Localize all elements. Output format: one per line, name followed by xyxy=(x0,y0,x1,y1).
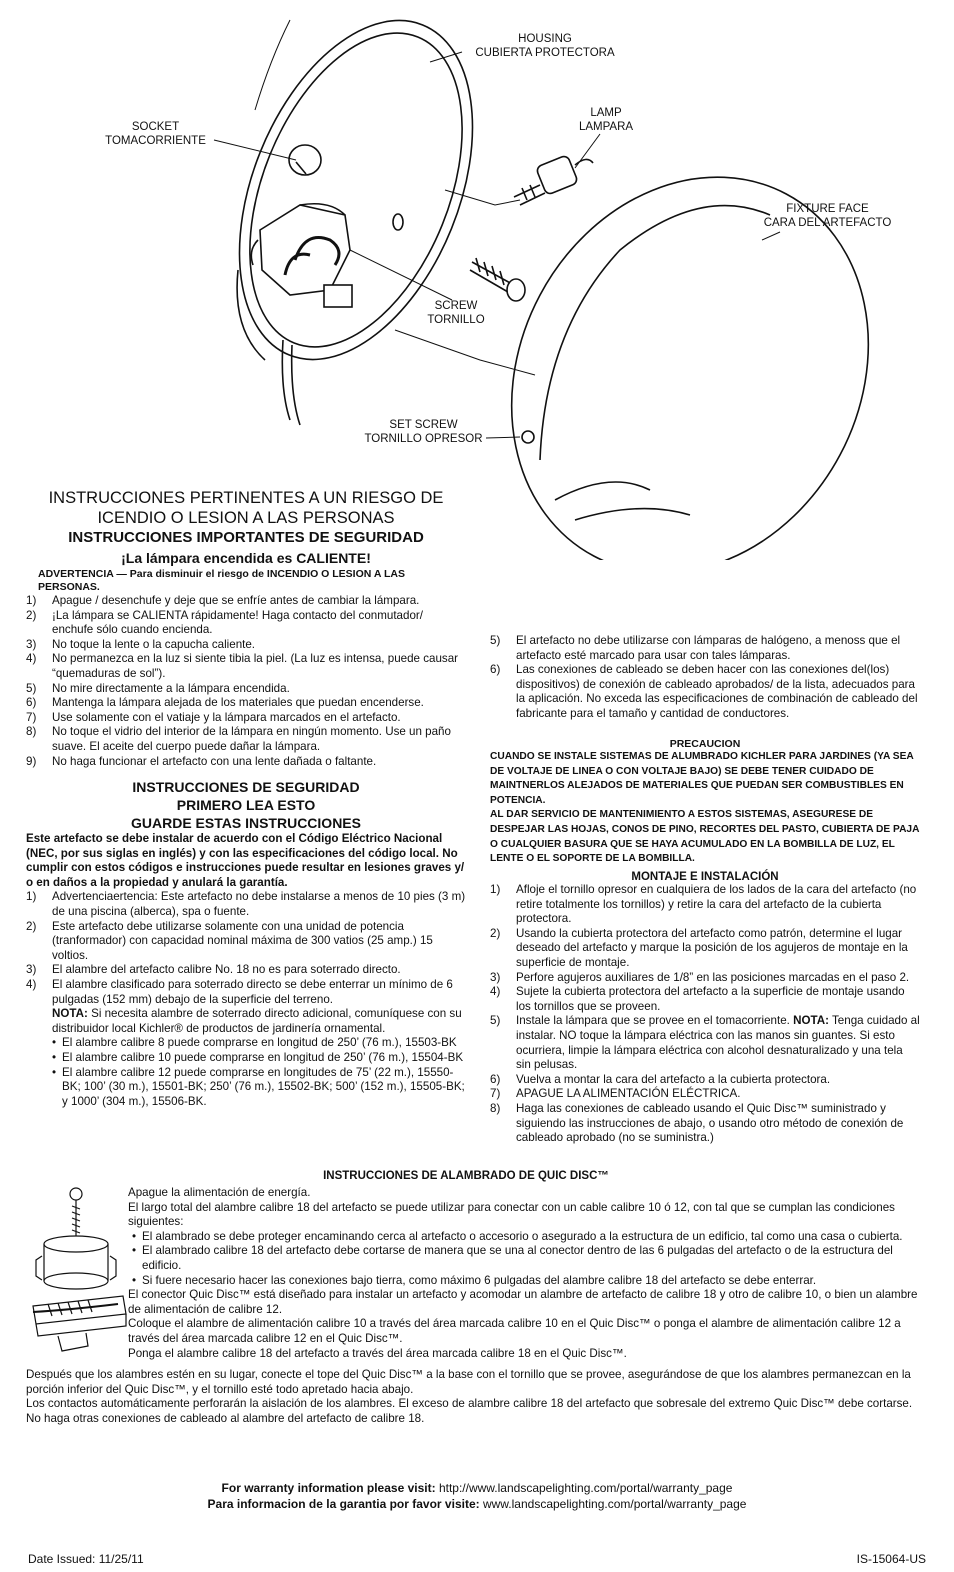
warranty-en xyxy=(0,1480,954,1496)
set-screw-label-es: TORNILLO OPRESOR xyxy=(364,433,483,445)
risk-item-number: 3) xyxy=(26,637,37,651)
mounting-title: MONTAJE E INSTALACIÓN xyxy=(631,871,779,883)
risk-item xyxy=(26,652,466,681)
mounting-section xyxy=(490,871,920,1146)
document-code: IS-15064-US xyxy=(856,1552,926,1566)
risk-item xyxy=(26,725,466,754)
risk-title-1: INSTRUCCIONES PERTINENTES A UN RIESGO DE xyxy=(48,489,444,507)
risk-item-text: No mire directamente a la lámpara encendida. xyxy=(52,681,290,695)
precaution-para-2: AL DAR SERVICIO DE MANTENIMIENTO A ESTOS SISTEMAS, ASEGURESE DE DESPEJAR LAS HOJAS, CONOS DE PINO, RECORTES DEL PASTO, CUBIERTA DE PAJA O CUALQUIER BASURA QUE SE HAYA ACUMULADO EN LA BOMBILLA DE LUZ, EL LENTE O EL SOPORTE DE LA BOMBILLA. xyxy=(490,809,920,865)
quic-para-8: No haga otras conexiones de cableado al alambre del artefacto de calibre 18. xyxy=(26,1411,425,1425)
risk-list-right xyxy=(490,634,920,722)
safety-item xyxy=(26,963,466,978)
safety-note xyxy=(26,1007,466,1036)
fixture-face-label xyxy=(755,202,900,230)
warranty-en-label: For warranty information please visit: xyxy=(221,1481,436,1495)
date-issued: Date Issued: 11/25/11 xyxy=(28,1552,144,1566)
screw-label xyxy=(420,299,492,327)
risk-item-text: No toque el vidrio del interior de la lámpara en ningún momento. Use un paño suave. El aceite del cuerpo puede dañar la lámpara. xyxy=(52,725,451,753)
safety-item xyxy=(26,920,466,964)
safety-item-number: 3) xyxy=(26,963,37,977)
screw-label-es: TORNILLO xyxy=(427,314,485,326)
quic-bullet: • El alambrado calibre 18 del artefacto debe cortarse de manera que se una al conector dentro de las 6 pulgadas del artefacto o de la estructura del edificio. xyxy=(128,1244,918,1273)
risk-item-text: No toque la lente o la capucha caliente. xyxy=(52,637,256,651)
mounting-item xyxy=(490,1073,920,1088)
risk-cont-item-text: El artefacto no debe utilizarse con lámparas de halógeno, a menoss que el artefacto esté marcado para usar con tales lámparas. xyxy=(516,634,901,662)
safety-item-number: 1) xyxy=(26,890,37,904)
risk-item-text: Apague / desenchufe y deje que se enfríe antes de cambiar la lámpara. xyxy=(52,594,420,607)
risk-item xyxy=(26,594,466,609)
risk-cont-item-number: 5) xyxy=(490,634,501,647)
socket-label-en: SOCKET xyxy=(131,121,180,133)
mounting-item-text: Haga las conexiones de cableado usando el Quic Disc™ suministrado y siguiendo las instrucciones de abajo, o usando otro método de conexión de cableado aprobado (no se suministra.) xyxy=(516,1101,904,1145)
risk-item-number: 9) xyxy=(26,754,37,768)
safety-item-text: El alambre del artefacto calibre No. 18 no es para soterrado directo. xyxy=(52,963,401,977)
lamp-label-en: LAMP xyxy=(590,107,622,119)
precaution-title: PRECAUCION xyxy=(669,738,741,750)
risk-item-text: No permanezca en la luz si siente tibia la piel. (La luz es intensa, puede causar “quemaduras de sol”). xyxy=(52,652,459,680)
set-screw-label-en: SET SCREW xyxy=(389,419,458,431)
mounting-item xyxy=(490,985,920,1014)
risk-title-3: INSTRUCCIONES IMPORTANTES DE SEGURIDAD xyxy=(68,529,424,546)
safety-item-number: 4) xyxy=(26,977,37,991)
quic-body-wide xyxy=(26,1368,926,1426)
mounting-item-number: 8) xyxy=(490,1101,501,1115)
quic-bullet: • El alambrado se debe proteger encaminando cerca al artefacto o accesorio o asegurado a la estructura de un edificio, tal como una casa o cubierta. xyxy=(128,1230,918,1245)
risk-item xyxy=(26,696,466,711)
mounting-item-text: Sujete la cubierta protectora del artefacto a la superficie de montaje usando los tornillos que se proveen. xyxy=(516,985,905,1013)
mounting-item-number: 6) xyxy=(490,1072,501,1086)
safety-item xyxy=(26,978,466,1007)
risk-list xyxy=(26,594,466,769)
risk-cont-item-number: 6) xyxy=(490,663,501,677)
risk-item-number: 1) xyxy=(26,594,37,607)
risk-item-text: Mantenga la lámpara alejada de los materiales que puedan encenderse. xyxy=(52,696,424,710)
risk-list-continued xyxy=(490,634,920,722)
risk-item-number: 5) xyxy=(26,681,37,695)
quic-para-4: Coloque el alambre de alimentación calibre 10 a través del área marcada calibre 10 en el Quic Disc™ o ponga el alambre de alimentación calibre 12 a través del área marcada calibre 12 en el Quic Disc™. xyxy=(128,1317,901,1345)
safety-intro: Este artefacto se debe instalar de acuerdo con el Código Eléctrico Nacional (NEC, por sus siglas en inglés) y con las especificaciones del código local. No cumplir con estos códigos e instrucciones puede resultar en lesiones graves y/ o en daños a la propiedad y anulará la garantía. xyxy=(26,832,465,889)
hot-lamp-heading: ¡La lámpara encendida es CALIENTE! xyxy=(121,550,371,566)
safety-item-number: 2) xyxy=(26,919,37,933)
safety-bullet: • El alambre calibre 8 puede comprarse en longitud de 250’ (76 m.), 15503-BK xyxy=(48,1036,466,1051)
quic-para-7: Los contactos automáticamente perforarán la aislación de los alambres. El exceso de alambre calibre 18 del artefacto que sobresale del extremo Quic Disc™ debe cortarse. xyxy=(26,1397,913,1411)
quic-disc-illustration xyxy=(28,1186,128,1356)
safety-item-text: El alambre clasificado para soterrado directo se debe enterrar un mínimo de 6 pulgadas (152 mm) debajo de la superficie del terreno. xyxy=(52,977,453,1006)
mounting-item-number: 5) xyxy=(490,1014,501,1028)
mounting-item-text: Vuelva a montar la cara del artefacto a la cubierta protectora. xyxy=(516,1072,831,1086)
quic-title: INSTRUCCIONES DE ALAMBRADO DE QUIC DISC™ xyxy=(323,1170,609,1182)
screw-label-en: SCREW xyxy=(434,300,478,312)
mounting-item xyxy=(490,1102,920,1146)
safety-bullet: • El alambre calibre 10 puede comprarse en longitud de 250’ (76 m.), 15504-BK xyxy=(48,1051,466,1066)
risk-item xyxy=(26,711,466,726)
housing-label-es: CUBIERTA PROTECTORA xyxy=(475,47,615,59)
mounting-item-text: Afloje el tornillo opresor en cualquiera de los lados de la cara del artefacto (no retire totalmente los tornillos) y retire la cara del artefacto de la cubierta protectora. xyxy=(516,883,917,926)
set-screw-label xyxy=(356,418,491,446)
quic-para-3: El conector Quic Disc™ está diseñado para instalar un artefacto y acomodar un alambre de artefacto de calibre 18 y otro de calibre 10, o bien un alambre de alimentación de calibre 12. xyxy=(128,1288,918,1316)
safety-heading-2: PRIMERO LEA ESTO xyxy=(176,797,316,813)
risk-item xyxy=(26,682,466,697)
fixture-exploded-diagram xyxy=(0,0,954,560)
fixture-face-label-es: CARA DEL ARTEFACTO xyxy=(763,217,892,229)
warranty-en-link[interactable]: http://www.landscapelighting.com/portal/warranty_page xyxy=(438,1481,733,1495)
precaution-para-1: CUANDO SE INSTALE SISTEMAS DE ALUMBRADO KICHLER PARA JARDINES (YA SEA DE VOLTAJE DE LINEA O CON VOLTAJE BAJO) SE DEBE TENER CUIDADO DE MAINTNERLOS ALEJADOS DE MATERIALES QUE PUEDAN SER COMBUSTIBLES EN POTENCIA. xyxy=(490,751,914,806)
mounting-item-note-label: NOTA: xyxy=(793,1014,829,1028)
mounting-item xyxy=(490,1014,920,1072)
housing-label-en: HOUSING xyxy=(518,33,572,45)
socket-label xyxy=(98,120,213,148)
risk-cont-item-text: Las conexiones de cableado se deben hacer con las conexiones del(los) dispositivos) de conexión de cableado aprobados/ de la lista, adecuados para la aplicación. No exceda las especificaciones de combinación de cableado del fabricante para el tamaño y cantidad de conductores. xyxy=(516,663,918,720)
safety-bullets xyxy=(26,1036,466,1109)
quic-para-2: El largo total del alambre calibre 18 del artefacto se puede utilizar para conectar con un cable calibre 10 ó 12, con tal que se cumplan las condiciones siguientes: xyxy=(128,1200,895,1229)
safety-heading-3: GUARDE ESTAS INSTRUCCIONES xyxy=(131,815,361,831)
socket-label-es: TOMACORRIENTE xyxy=(105,135,206,147)
risk-item-number: 7) xyxy=(26,710,37,724)
mounting-item-number: 4) xyxy=(490,985,501,999)
safety-note-text: Si necesita alambre de soterrado directo adicional, comuníquese con su distribuidor local Kichler® de productos de jardinería ornamental. xyxy=(52,1007,462,1035)
warranty-info xyxy=(0,1480,954,1512)
risk-item xyxy=(26,638,466,653)
risk-item-number: 8) xyxy=(26,725,37,739)
fixture-face-label-en: FIXTURE FACE xyxy=(786,203,869,215)
mounting-item-text: Instale la lámpara que se provee en el tomacorriente. xyxy=(516,1014,790,1028)
mounting-item xyxy=(490,927,920,971)
precaution-section xyxy=(490,738,920,867)
warranty-es-label: Para informacion de la garantia por favor visite: xyxy=(207,1497,480,1511)
mounting-item-number: 1) xyxy=(490,883,501,896)
warranty-es xyxy=(0,1496,954,1512)
safety-note-label: NOTA: xyxy=(52,1007,88,1021)
mounting-item-text: Perfore agujeros auxiliares de 1/8” en las posiciones marcadas en el paso 2. xyxy=(516,970,910,984)
risk-item xyxy=(26,755,466,770)
quic-para-6: Después que los alambres estén en su lugar, conecte el tope del Quic Disc™ a la base con el tornillo que se provee, asegurándose de que los alambres permanezcan en la porción inferior del Quic Disc™, y el tornillo esté todo apretado hacia abajo. xyxy=(26,1368,911,1396)
risk-cont-item xyxy=(490,634,920,663)
risk-item xyxy=(26,609,466,638)
risk-item-text: ¡La lámpara se CALIENTA rápidamente! Haga contacto del conmutador/ enchufe sólo cuando encienda. xyxy=(52,608,423,637)
safety-item-text: Advertenciaertencia: Este artefacto no debe instalarse a menos de 10 pies (3 m) de una piscina (alberca), spa o fuente. xyxy=(52,890,466,918)
quic-bullet: • Si fuere necesario hacer las conexiones bajo tierra, como máximo 6 pulgadas del alambre calibre 18 del artefacto se debe enterrar. xyxy=(128,1274,918,1289)
risk-item-text: Use solamente con el vatiaje y la lámpara marcados en el artefacto. xyxy=(52,710,401,724)
mounting-item-number: 3) xyxy=(490,970,501,984)
safety-section xyxy=(26,778,466,1109)
quic-para-1: Apague la alimentación de energía. xyxy=(128,1186,311,1199)
risk-item-number: 4) xyxy=(26,652,37,666)
risk-item-number: 6) xyxy=(26,696,37,710)
safety-item-text: Este artefacto debe utilizarse solamente con una unidad de potencia (tranformador) con capacidad nominal máxima de 300 vatios (25 amp.) 15 voltios. xyxy=(52,919,433,962)
mounting-item xyxy=(490,1087,920,1102)
mounting-item-text: APAGUE LA ALIMENTACIÓN ELÉCTRICA. xyxy=(516,1087,741,1101)
warning-line: ADVERTENCIA — Para disminuir el riesgo de INCENDIO O LESION A LAS PERSONAS. xyxy=(38,568,405,593)
mounting-item xyxy=(490,971,920,986)
safety-bullet: • El alambre calibre 12 puede comprarse en longitudes de 75’ (22 m.), 15550-BK; 100’ (30 m.), 15501-BK; 250’ (76 m.), 15502-BK; 500’ (152 m.), 15505-BK; y 1000’ (304 m.), 15506-BK. xyxy=(48,1066,466,1110)
mounting-list xyxy=(490,883,920,1146)
risk-item-text: No haga funcionar el artefacto con una lente dañada o faltante. xyxy=(52,754,377,768)
mounting-item-note-text: Tenga cuidado al instalar. NO toque la lámpara eléctrica con las manos sin guantes. Si esto ocurriera, limpie la lámpara eléctrica con alcohol desnaturalizado y una tela sin pelusas. xyxy=(516,1014,920,1072)
quic-bullets xyxy=(128,1230,918,1288)
lamp-label-es: LAMPARA xyxy=(578,121,634,133)
housing-label xyxy=(470,32,620,60)
risk-title-2: ICENDIO O LESION A LAS PERSONAS xyxy=(97,509,395,527)
mounting-item-number: 7) xyxy=(490,1087,501,1101)
risk-section xyxy=(26,488,466,769)
safety-item xyxy=(26,890,466,919)
mounting-item-number: 2) xyxy=(490,926,501,940)
quic-para-5: Ponga el alambre calibre 18 del artefacto a través del área marcada calibre 18 en el Quic Disc™. xyxy=(128,1346,627,1360)
quic-body xyxy=(128,1186,918,1361)
safety-list xyxy=(26,890,466,1007)
lamp-label xyxy=(570,106,642,134)
warranty-es-link[interactable]: www.landscapelighting.com/portal/warranty_page xyxy=(482,1497,747,1511)
risk-item-number: 2) xyxy=(26,608,37,622)
mounting-item xyxy=(490,883,920,927)
mounting-item-text: Usando la cubierta protectora del artefacto como patrón, determine el lugar deseado del artefacto y marque la posición de los agujeros de montaje en la superficie de montaje. xyxy=(516,926,908,969)
risk-cont-item xyxy=(490,663,920,721)
safety-heading-1: INSTRUCCIONES DE SEGURIDAD xyxy=(132,779,360,795)
